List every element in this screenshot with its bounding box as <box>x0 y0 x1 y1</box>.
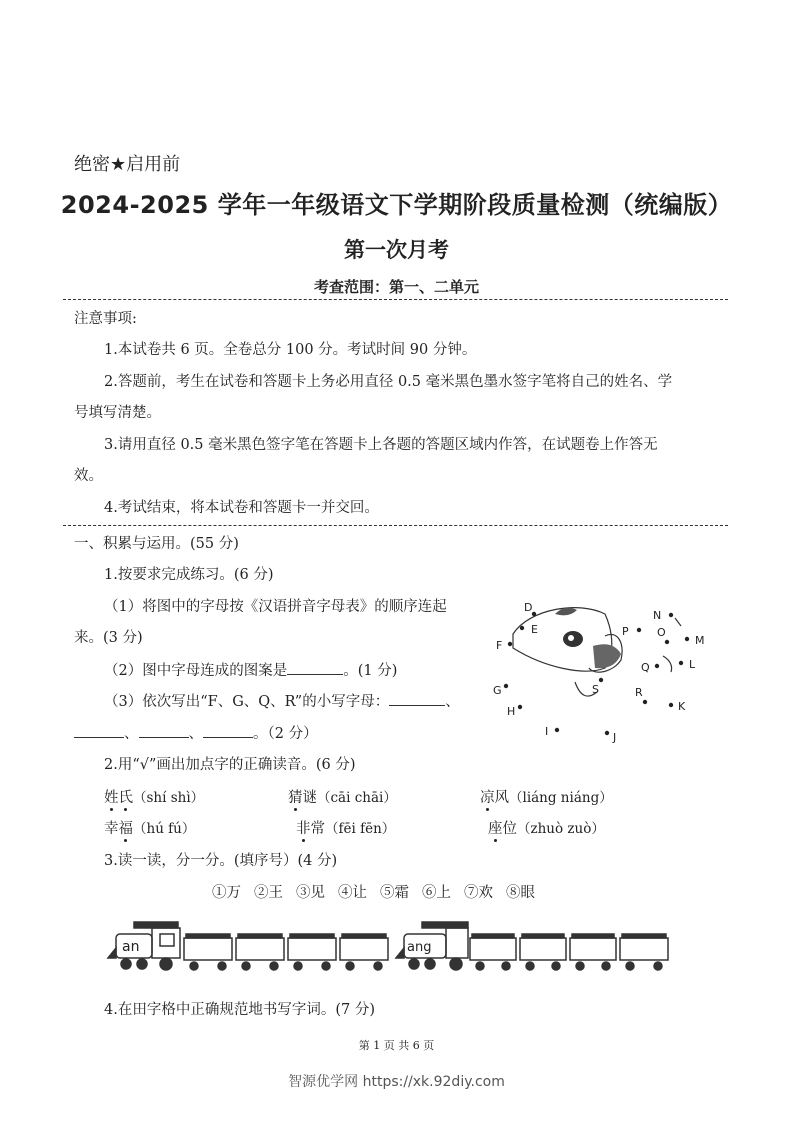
dot-l <box>679 661 683 665</box>
q1-part1a: （1）将图中的字母按《汉语拼音字母表》的顺序连起 <box>104 599 447 615</box>
divider-top <box>63 299 728 300</box>
train-label-an: an <box>122 939 140 955</box>
option-4: ④让 <box>338 885 367 901</box>
q2-item-3 <box>480 788 613 808</box>
letter-d: D <box>524 601 533 614</box>
word-char: 姓 <box>104 790 119 806</box>
dot-i <box>555 728 559 732</box>
answer-blank-r[interactable] <box>203 723 253 738</box>
dotted-char: 氏 <box>118 790 133 806</box>
dot-n <box>669 613 673 617</box>
word-char: 幸 <box>104 821 119 837</box>
dotted-char: 猜 <box>288 790 303 806</box>
q1-part2-text: （2）图中字母连成的图案是 <box>104 663 288 679</box>
option-6: ⑥上 <box>422 885 451 901</box>
word-char: 风 <box>494 790 509 806</box>
dotted-char: 凉 <box>480 790 495 806</box>
q1-part3-text: （3）依次写出“F、G、Q、R”的小写字母： <box>104 694 390 710</box>
q2-title: 2.用“√”画出加点字的正确读音。(6 分) <box>104 757 356 773</box>
option-8: ⑧眼 <box>506 885 535 901</box>
letter-m: M <box>695 634 705 647</box>
letter-i: I <box>545 725 549 738</box>
option-7: ⑦欢 <box>464 885 493 901</box>
letter-p: P <box>622 625 629 638</box>
letter-r: R <box>635 686 643 699</box>
q4-title: 4.在田字格中正确规范地书写字词。(7 分) <box>104 1002 375 1018</box>
q3-title: 3.读一读，分一分。(填序号）(4 分) <box>104 853 338 869</box>
q1-part1b: 来。(3 分) <box>74 630 143 646</box>
trains-figure <box>104 918 674 976</box>
note-2a: 2.答题前，考生在试卷和答题卡上务必用直径 0.5 毫米黑色墨水签字笔将自己的姓名、学 <box>104 374 673 390</box>
q1-part3-score: 。（2 分） <box>253 726 318 742</box>
option-3: ③见 <box>296 885 325 901</box>
option-5: ⑤霜 <box>380 885 409 901</box>
q1-part3 <box>104 691 460 712</box>
train-label-ang: ang <box>407 940 432 955</box>
option-2: ②王 <box>254 885 283 901</box>
dotted-char: 福 <box>118 821 133 837</box>
answer-blank[interactable] <box>287 660 343 675</box>
site-watermark: 智源优学网 https://xk.92diy.com <box>288 1074 505 1090</box>
letter-k: K <box>678 700 686 713</box>
dot-g <box>504 684 508 688</box>
dot-e <box>520 626 524 630</box>
note-3a: 3.请用直径 0.5 毫米黑色签字笔在答题卡上各题的答题区域内作答，在试题卷上作答无 <box>104 437 658 453</box>
q2-item-4 <box>104 819 195 839</box>
locomotive-icon <box>108 922 180 970</box>
letter-o: O <box>657 626 666 639</box>
dot-r <box>643 700 647 704</box>
q2-item-5 <box>296 819 395 839</box>
q2-item-1 <box>104 788 204 808</box>
pinyin-options[interactable]: （fēi fēn） <box>325 821 396 837</box>
exam-subtitle: 第一次月考 <box>344 237 449 262</box>
word-char: 谜 <box>302 790 317 806</box>
q1-part2-score: 。(1 分) <box>343 663 398 679</box>
dotted-char: 座 <box>488 821 503 837</box>
word-char: 位 <box>502 821 517 837</box>
q2-item-2 <box>288 788 397 808</box>
note-4: 4.考试结束，将本试卷和答题卡一并交回。 <box>104 500 379 516</box>
dot-j <box>605 731 609 735</box>
dot-h <box>518 705 522 709</box>
dot-f <box>508 642 512 646</box>
dot-k <box>669 703 673 707</box>
letter-l: L <box>689 658 696 671</box>
exam-title: 2024-2025 学年一年级语文下学期阶段质量检测（统编版） <box>60 191 733 219</box>
dot-o <box>665 640 669 644</box>
dot-s <box>599 678 603 682</box>
letter-n: N <box>653 609 662 622</box>
dot-m <box>685 637 689 641</box>
dotted-char: 非 <box>296 821 311 837</box>
separator: 、 <box>445 694 460 710</box>
q2-item-6 <box>488 819 605 839</box>
q1-part3-continued <box>74 723 318 744</box>
note-2b: 号填写清楚。 <box>74 405 161 421</box>
pinyin-options[interactable]: （hú fú） <box>133 821 196 837</box>
train-car-row-2[interactable] <box>470 934 668 970</box>
letter-f: F <box>496 639 503 652</box>
pinyin-options[interactable]: （zhuò zuò） <box>517 821 605 837</box>
separator: 、 <box>188 726 203 742</box>
separator: 、 <box>124 726 139 742</box>
pinyin-options[interactable]: （liáng niáng） <box>509 790 613 806</box>
exam-scope: 考查范围：第一、二单元 <box>313 278 479 296</box>
section-1-heading: 一、积累与运用。(55 分) <box>74 536 239 552</box>
notes-heading: 注意事项: <box>74 311 137 327</box>
note-1: 1.本试卷共 6 页。全卷总分 100 分。考试时间 90 分钟。 <box>104 342 477 358</box>
answer-blank-f[interactable] <box>389 691 445 706</box>
letter-g: G <box>493 684 502 697</box>
page-number: 第 1 页 共 6 页 <box>358 1039 435 1052</box>
q1-title: 1.按要求完成练习。(6 分) <box>104 567 274 583</box>
train-car-row-1[interactable] <box>184 934 388 970</box>
dot-to-dot-figure <box>485 596 710 748</box>
dot-q <box>655 664 659 668</box>
note-3b: 效。 <box>74 468 103 484</box>
answer-blank-g[interactable] <box>74 723 124 738</box>
pinyin-options[interactable]: （shí shì） <box>133 790 205 806</box>
option-1: ①万 <box>212 885 241 901</box>
confidential-mark: 绝密★启用前 <box>74 154 181 175</box>
letter-e: E <box>531 623 538 636</box>
letter-j: J <box>613 731 617 744</box>
pinyin-options[interactable]: （cāi chāi） <box>317 790 397 806</box>
word-char: 常 <box>310 821 325 837</box>
answer-blank-q[interactable] <box>139 723 189 738</box>
divider-bottom <box>63 525 728 526</box>
letter-q: Q <box>641 661 650 674</box>
q3-options <box>212 883 548 903</box>
letter-s: S <box>592 683 599 696</box>
letter-h: H <box>507 705 516 718</box>
q1-part2 <box>104 660 397 681</box>
dot-p <box>637 628 641 632</box>
